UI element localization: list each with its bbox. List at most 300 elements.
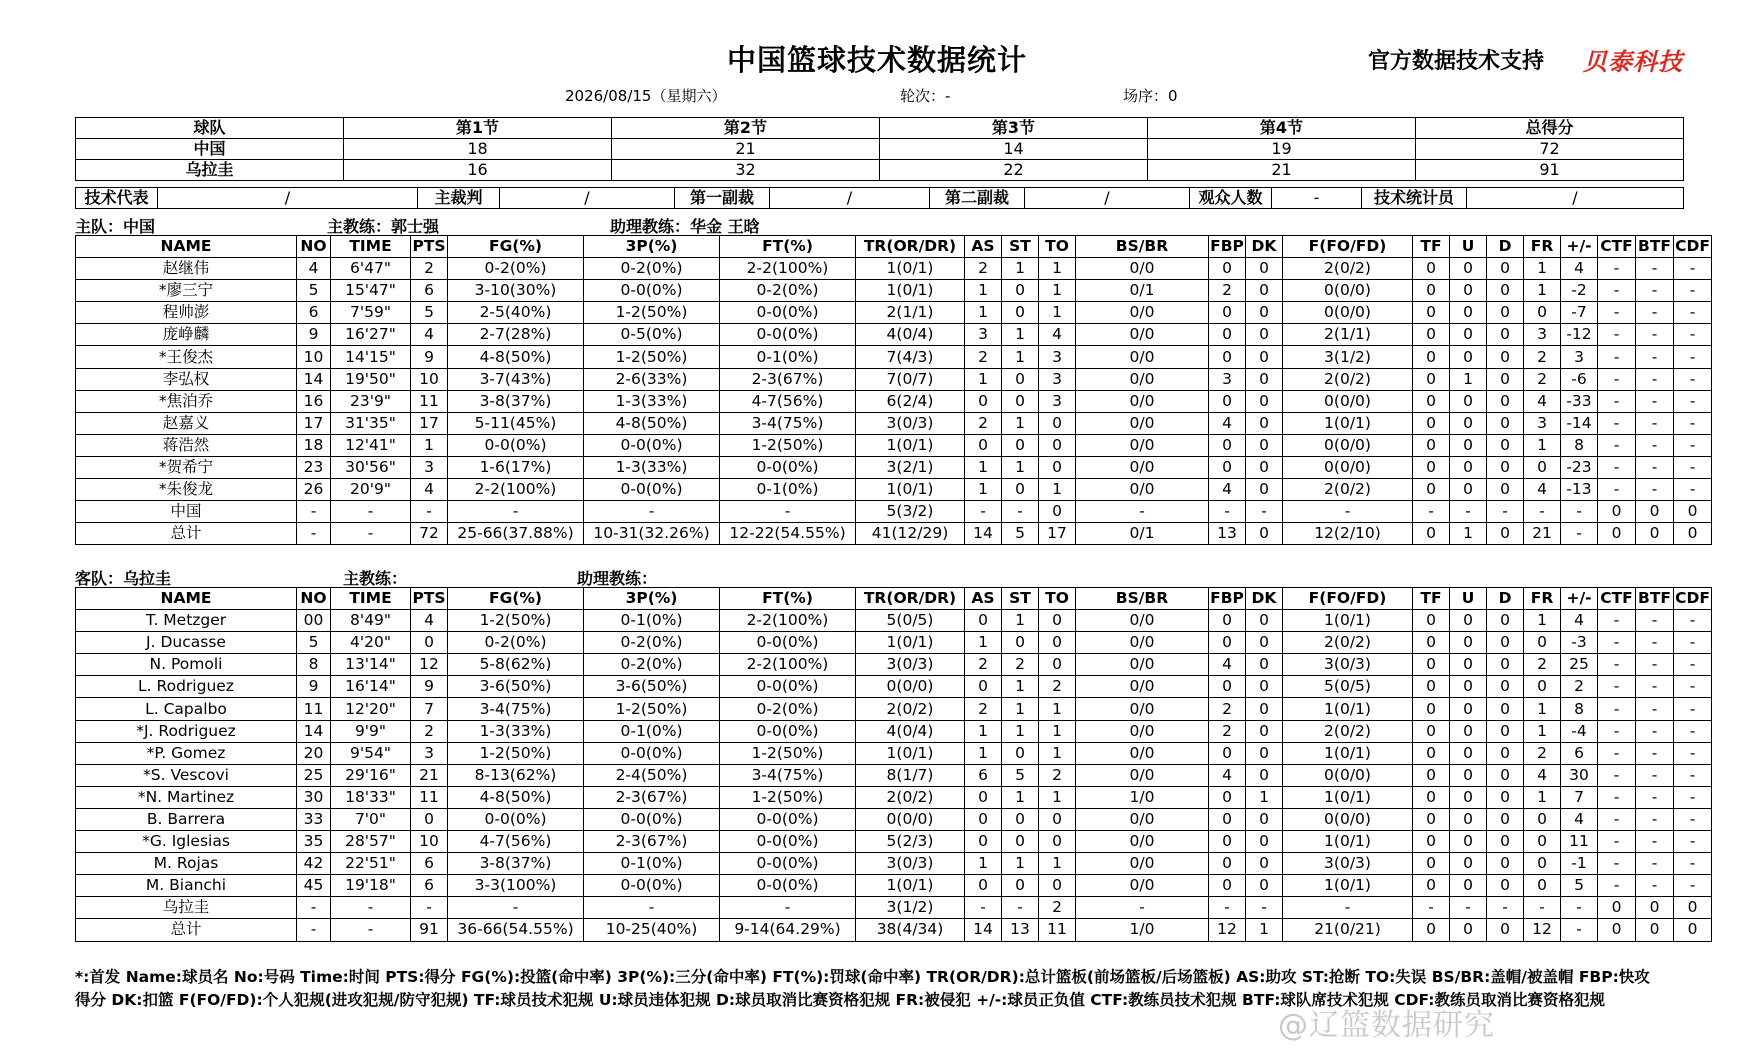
stat-cell: 1-2(50%) (720, 434, 856, 456)
stat-cell: 21 (1524, 523, 1561, 545)
column-header: U (1450, 588, 1487, 610)
stat-cell: 6 (1561, 742, 1598, 764)
stat-cell: 36-66(54.55%) (448, 919, 584, 941)
stat-cell: - (1598, 654, 1636, 676)
stat-cell: 4 (411, 610, 448, 632)
stat-cell: 0 (1487, 764, 1524, 786)
stat-cell: 0 (1487, 390, 1524, 412)
legend-line: 得分 DK:扣篮 F(FO/FD):个人犯规(进攻犯规/防守犯规) TF:球员技术犯规 U:球员违体犯规 D:球员取消比赛资格犯规 FR:被侵犯 +/-:球员正负值 CTF:教练员技术犯规 BTF:球队席技术犯规 CDF:教练员取消比赛资格犯规 (75, 991, 1605, 1009)
stat-cell: 0 (1246, 523, 1283, 545)
stat-cell: 5(0/5) (856, 610, 965, 632)
stat-cell: 4-8(50%) (584, 412, 720, 434)
stat-cell: 3 (1209, 368, 1246, 390)
stat-cell: - (965, 897, 1002, 919)
stat-cell: 0 (1487, 720, 1524, 742)
stat-cell: 0 (1487, 258, 1524, 280)
column-header: BTF (1636, 236, 1674, 258)
stat-cell: 1 (965, 368, 1002, 390)
stat-cell: 35 (297, 831, 331, 853)
officials-table (75, 187, 1684, 209)
official-value: - (1272, 188, 1362, 209)
player-name: T. Metzger (76, 610, 297, 632)
stat-cell: - (1674, 479, 1712, 501)
stat-cell: - (1636, 698, 1674, 720)
stat-cell: 0 (1487, 434, 1524, 456)
stat-cell: 1 (965, 742, 1002, 764)
stat-cell: 0 (965, 676, 1002, 698)
stat-cell: 0 (1636, 919, 1674, 941)
stat-cell: 1 (965, 302, 1002, 324)
stat-cell: 0 (1413, 632, 1450, 654)
stat-cell: 0 (1487, 302, 1524, 324)
stat-cell: 2(0/2) (1283, 258, 1413, 280)
stat-cell: 8 (1561, 698, 1598, 720)
stat-cell: 7(0/7) (856, 368, 965, 390)
stat-cell: 0/0 (1076, 610, 1209, 632)
stat-cell: 16 (297, 390, 331, 412)
stat-cell: - (448, 501, 584, 523)
stat-cell: 0 (1413, 919, 1450, 941)
stat-cell: 0 (1246, 324, 1283, 346)
stat-cell: 0-0(0%) (720, 720, 856, 742)
stat-cell: - (1636, 831, 1674, 853)
stat-cell: 1(0/1) (1283, 610, 1413, 632)
column-header: 3P(%) (584, 236, 720, 258)
stat-cell: 9 (411, 676, 448, 698)
stat-cell: - (1636, 479, 1674, 501)
stat-cell: - (1598, 853, 1636, 875)
stat-cell: 0 (1039, 501, 1076, 523)
stat-cell: 14 (297, 720, 331, 742)
column-header: ST (1002, 236, 1039, 258)
stat-cell: 4-7(56%) (720, 390, 856, 412)
stat-cell: - (1598, 456, 1636, 478)
stat-cell: - (1598, 390, 1636, 412)
stat-cell: - (1487, 897, 1524, 919)
stat-cell: 1 (1524, 280, 1561, 302)
stat-cell: 0 (1598, 501, 1636, 523)
stat-cell: 0-2(0%) (584, 632, 720, 654)
table-row (76, 523, 1712, 545)
stat-cell: 1-2(50%) (448, 742, 584, 764)
stat-cell: - (1598, 610, 1636, 632)
scoreboard-cell: 14 (880, 139, 1148, 160)
stat-cell: 1 (1002, 610, 1039, 632)
stat-cell: 5 (411, 302, 448, 324)
stat-cell: 0 (1246, 610, 1283, 632)
stat-cell: 0 (1674, 523, 1712, 545)
stat-cell: 0 (1209, 324, 1246, 346)
stat-cell: 15'47" (331, 280, 411, 302)
stat-cell: 0 (1246, 456, 1283, 478)
stat-cell: 0 (1209, 808, 1246, 830)
stat-cell: 0 (411, 808, 448, 830)
stat-cell: 3(0/3) (856, 412, 965, 434)
stat-cell: 0 (1487, 456, 1524, 478)
stat-cell: 3(2/1) (856, 456, 965, 478)
stat-cell: 0 (1636, 523, 1674, 545)
stat-cell: 20'9" (331, 479, 411, 501)
stat-cell: - (1636, 346, 1674, 368)
stat-cell: 0-0(0%) (720, 831, 856, 853)
stat-cell: 0 (1674, 919, 1712, 941)
stat-cell: 0 (965, 390, 1002, 412)
stat-cell: 0-0(0%) (584, 742, 720, 764)
stat-cell: 0 (965, 808, 1002, 830)
stat-cell: 0 (1246, 853, 1283, 875)
stat-cell: 0 (1598, 897, 1636, 919)
stat-cell: 2-2(100%) (720, 654, 856, 676)
stat-cell: 2(0/2) (1283, 632, 1413, 654)
stat-cell: 1-2(50%) (584, 346, 720, 368)
column-header: NO (297, 236, 331, 258)
stat-cell: 0 (1246, 764, 1283, 786)
stat-cell: 3-3(100%) (448, 875, 584, 897)
stat-cell: -3 (1561, 632, 1598, 654)
stat-cell: 0 (1413, 280, 1450, 302)
stat-cell: 4 (1524, 479, 1561, 501)
stat-cell: 23'9" (331, 390, 411, 412)
stat-cell: - (1413, 897, 1450, 919)
stat-cell: 0 (1487, 654, 1524, 676)
stat-cell: 0-1(0%) (584, 853, 720, 875)
column-header: TR(OR/DR) (856, 236, 965, 258)
stat-cell: 0 (1450, 764, 1487, 786)
scoreboard-header-cell: 第2节 (612, 118, 880, 139)
stat-cell: 2-7(28%) (448, 324, 584, 346)
stat-cell: - (1598, 280, 1636, 302)
stat-cell: 38(4/34) (856, 919, 965, 941)
stat-cell: 0 (1246, 258, 1283, 280)
stat-cell: 10-31(32.26%) (584, 523, 720, 545)
stat-cell: - (1598, 412, 1636, 434)
stat-cell: 5 (297, 280, 331, 302)
page-title: 中国篮球技术数据统计 (726, 43, 1027, 77)
stat-cell: - (448, 897, 584, 919)
column-header: DK (1246, 236, 1283, 258)
stat-cell: 0-1(0%) (584, 720, 720, 742)
stat-cell: 0(0/0) (1283, 456, 1413, 478)
table-row (76, 654, 1712, 676)
stat-cell: 2(0/2) (1283, 479, 1413, 501)
stat-cell: - (1598, 786, 1636, 808)
stat-cell: 28'57" (331, 831, 411, 853)
stat-cell: 0 (1002, 808, 1039, 830)
stat-cell: 29'16" (331, 764, 411, 786)
stat-cell: 3(1/2) (856, 897, 965, 919)
stat-cell: 1 (1039, 742, 1076, 764)
stat-cell: 0 (1450, 742, 1487, 764)
scoreboard-cell: 中国 (76, 139, 344, 160)
stat-cell: 0(0/0) (856, 808, 965, 830)
stat-cell: - (1246, 501, 1283, 523)
stat-cell: - (1674, 302, 1712, 324)
stat-cell: 2 (965, 412, 1002, 434)
stat-cell: 4 (411, 479, 448, 501)
stat-cell: 0(0/0) (1283, 302, 1413, 324)
stat-cell: 00 (297, 610, 331, 632)
stat-cell: - (1636, 764, 1674, 786)
away-coach: 主教练： (343, 569, 408, 588)
stat-cell: - (1636, 720, 1674, 742)
stat-cell: 1 (1002, 258, 1039, 280)
stat-cell: 10-25(40%) (584, 919, 720, 941)
scoreboard-cell: 91 (1416, 160, 1684, 181)
stat-cell: 0 (1636, 501, 1674, 523)
stat-cell: 1(0/1) (856, 742, 965, 764)
stat-cell: 10 (297, 346, 331, 368)
stat-cell: 2 (965, 258, 1002, 280)
stat-cell: 12 (1209, 919, 1246, 941)
stat-cell: 5 (1002, 523, 1039, 545)
stat-cell: 0 (1413, 324, 1450, 346)
stat-cell: 25-66(37.88%) (448, 523, 584, 545)
stat-cell: 9 (297, 324, 331, 346)
stat-cell: 19'18" (331, 875, 411, 897)
stat-cell: 0-0(0%) (584, 479, 720, 501)
table-row (76, 412, 1712, 434)
stat-cell: 1(0/1) (1283, 875, 1413, 897)
stat-cell: -1 (1561, 853, 1598, 875)
stat-cell: 0 (1487, 412, 1524, 434)
stat-cell: 0 (1209, 390, 1246, 412)
stat-cell: - (1674, 742, 1712, 764)
stat-cell: 1 (1002, 698, 1039, 720)
stat-cell: 0 (1487, 324, 1524, 346)
stat-cell: 1 (1002, 456, 1039, 478)
stat-cell: 1(0/1) (856, 632, 965, 654)
stat-cell: 2 (1039, 897, 1076, 919)
scoreboard-cell: 19 (1148, 139, 1416, 160)
stat-cell: 0-2(0%) (584, 258, 720, 280)
stat-cell: 0(0/0) (1283, 808, 1413, 830)
home-coach: 主教练：郭士强 (327, 217, 440, 236)
stat-cell: 0 (1413, 368, 1450, 390)
stat-cell: - (1674, 786, 1712, 808)
stat-cell: 8 (297, 654, 331, 676)
stat-cell: 0-1(0%) (720, 479, 856, 501)
stat-cell: 0/0 (1076, 368, 1209, 390)
stat-cell: - (720, 897, 856, 919)
stat-cell: 1 (965, 280, 1002, 302)
player-name: B. Barrera (76, 808, 297, 830)
scoreboard-header-cell: 第3节 (880, 118, 1148, 139)
stat-cell: 0 (1413, 853, 1450, 875)
column-header: AS (965, 588, 1002, 610)
stat-cell: 0 (411, 632, 448, 654)
stat-cell: 0/0 (1076, 720, 1209, 742)
player-name: J. Ducasse (76, 632, 297, 654)
column-header: D (1487, 588, 1524, 610)
stat-cell: - (1450, 897, 1487, 919)
stat-cell: 12-22(54.55%) (720, 523, 856, 545)
stat-cell: 3(0/3) (1283, 654, 1413, 676)
stat-cell: 0 (1524, 456, 1561, 478)
stat-cell: 0/0 (1076, 875, 1209, 897)
stat-cell: 41(12/29) (856, 523, 965, 545)
stat-cell: 0 (1039, 632, 1076, 654)
stat-cell: 1 (1002, 720, 1039, 742)
table-row (76, 897, 1712, 919)
home-team-label: 主队：中国 (75, 217, 156, 236)
stat-cell: 3-10(30%) (448, 280, 584, 302)
official-value: / (770, 188, 930, 209)
stat-cell: 2 (1002, 654, 1039, 676)
table-row (76, 434, 1712, 456)
stat-cell: - (1598, 368, 1636, 390)
stat-cell: 0 (1487, 853, 1524, 875)
stat-cell: - (1598, 324, 1636, 346)
column-header: FBP (1209, 588, 1246, 610)
official-label: 技术代表 (76, 188, 158, 209)
stat-cell: 0 (1413, 390, 1450, 412)
stat-cell: 0/0 (1076, 831, 1209, 853)
table-row (76, 764, 1712, 786)
stat-cell: 16'27" (331, 324, 411, 346)
stat-cell: 0-0(0%) (584, 434, 720, 456)
table-row (76, 831, 1712, 853)
stat-cell: 2 (411, 258, 448, 280)
stat-cell: 0 (1209, 676, 1246, 698)
column-header: TF (1413, 236, 1450, 258)
stat-cell: 0 (1450, 280, 1487, 302)
stat-cell: 30 (297, 786, 331, 808)
stat-cell: 0 (1246, 831, 1283, 853)
stat-cell: - (1076, 897, 1209, 919)
stat-cell: 0-0(0%) (720, 676, 856, 698)
stat-cell: - (1636, 742, 1674, 764)
stat-cell: 0 (965, 610, 1002, 632)
stat-cell: 0/0 (1076, 434, 1209, 456)
stat-cell: 2(0/2) (1283, 720, 1413, 742)
player-name: 蒋浩然 (76, 434, 297, 456)
stat-cell: 0 (1450, 853, 1487, 875)
scoreboard-row-home (76, 139, 1684, 160)
stat-cell: 0 (1450, 258, 1487, 280)
stat-cell: 26 (297, 479, 331, 501)
stat-cell: 1 (1039, 720, 1076, 742)
stat-cell: 0 (965, 434, 1002, 456)
away-team-label: 客队：乌拉圭 (75, 569, 172, 588)
stat-cell: 1 (1246, 786, 1283, 808)
stat-cell: 1 (1039, 280, 1076, 302)
stat-cell: 3(0/3) (856, 654, 965, 676)
column-header: CTF (1598, 588, 1636, 610)
stat-cell: - (1674, 324, 1712, 346)
scoreboard-table (75, 117, 1684, 181)
stat-cell: 2 (1209, 720, 1246, 742)
stat-cell: 0-0(0%) (720, 875, 856, 897)
stat-cell: 1/0 (1076, 919, 1209, 941)
stat-cell: 2 (411, 720, 448, 742)
stat-cell: - (411, 897, 448, 919)
stat-cell: 0-2(0%) (720, 280, 856, 302)
game-date: 2026/08/15（星期六） (565, 87, 727, 105)
stat-cell: 0-0(0%) (720, 302, 856, 324)
stat-cell: 13'14" (331, 654, 411, 676)
stat-cell: 0 (1002, 368, 1039, 390)
stat-cell: 1 (965, 720, 1002, 742)
stat-cell: 0 (1450, 720, 1487, 742)
stat-cell: - (1674, 764, 1712, 786)
player-name: *王俊杰 (76, 346, 297, 368)
stat-cell: 4 (1561, 808, 1598, 830)
stat-cell: 3 (1561, 346, 1598, 368)
stat-cell: 0 (1450, 479, 1487, 501)
officials-row (76, 188, 1684, 209)
stat-cell: 0-0(0%) (720, 853, 856, 875)
column-header: PTS (411, 588, 448, 610)
stat-cell: - (1636, 610, 1674, 632)
stat-cell: 0 (1450, 831, 1487, 853)
stat-cell: -14 (1561, 412, 1598, 434)
stat-cell: 1 (1524, 434, 1561, 456)
stat-cell: 1-2(50%) (720, 742, 856, 764)
stat-cell: 0 (1039, 412, 1076, 434)
stat-cell: 3 (1524, 324, 1561, 346)
stat-cell: 0 (1002, 479, 1039, 501)
stat-cell: 4-7(56%) (448, 831, 584, 853)
stat-cell: 3-8(37%) (448, 853, 584, 875)
column-header: PTS (411, 236, 448, 258)
stat-cell: 0-0(0%) (584, 808, 720, 830)
stat-cell: 7 (411, 698, 448, 720)
stat-cell: 0 (1246, 808, 1283, 830)
stat-cell: - (1598, 676, 1636, 698)
stat-cell: 1 (411, 434, 448, 456)
stat-cell: 4 (1209, 412, 1246, 434)
stat-cell: 0 (1450, 875, 1487, 897)
stat-cell: 0 (1413, 412, 1450, 434)
table-row (76, 390, 1712, 412)
stat-cell: 0 (1674, 501, 1712, 523)
stat-cell: 9'9" (331, 720, 411, 742)
stat-cell: 0 (1413, 742, 1450, 764)
stat-cell: - (1674, 280, 1712, 302)
stat-cell: 12 (411, 654, 448, 676)
stat-cell: 12'41" (331, 434, 411, 456)
home-assistant-coach: 助理教练：华金 王晗 (610, 217, 760, 236)
stat-cell: 0 (1636, 897, 1674, 919)
stat-cell: 3 (1524, 412, 1561, 434)
stat-cell: 3 (1039, 346, 1076, 368)
stat-cell: 5(3/2) (856, 501, 965, 523)
stat-cell: 1(0/1) (1283, 831, 1413, 853)
stat-cell: 3-4(75%) (720, 412, 856, 434)
stat-cell: - (1674, 654, 1712, 676)
stat-cell: 11 (297, 698, 331, 720)
stat-cell: - (1674, 632, 1712, 654)
stat-cell: - (1636, 412, 1674, 434)
column-header: FBP (1209, 236, 1246, 258)
stat-cell: - (1636, 302, 1674, 324)
stat-cell: - (1674, 698, 1712, 720)
stat-cell: 0 (1413, 654, 1450, 676)
stat-cell: 0 (1674, 897, 1712, 919)
stat-cell: - (1598, 808, 1636, 830)
official-label: 观众人数 (1190, 188, 1272, 209)
column-header: U (1450, 236, 1487, 258)
stat-cell: 0 (1487, 632, 1524, 654)
column-header: +/- (1561, 588, 1598, 610)
stat-cell: 0 (965, 786, 1002, 808)
stat-cell: - (584, 897, 720, 919)
column-header: FG(%) (448, 236, 584, 258)
stat-cell: 0/0 (1076, 324, 1209, 346)
stat-cell: 0 (1524, 632, 1561, 654)
stat-cell: 0 (1246, 875, 1283, 897)
column-header: D (1487, 236, 1524, 258)
